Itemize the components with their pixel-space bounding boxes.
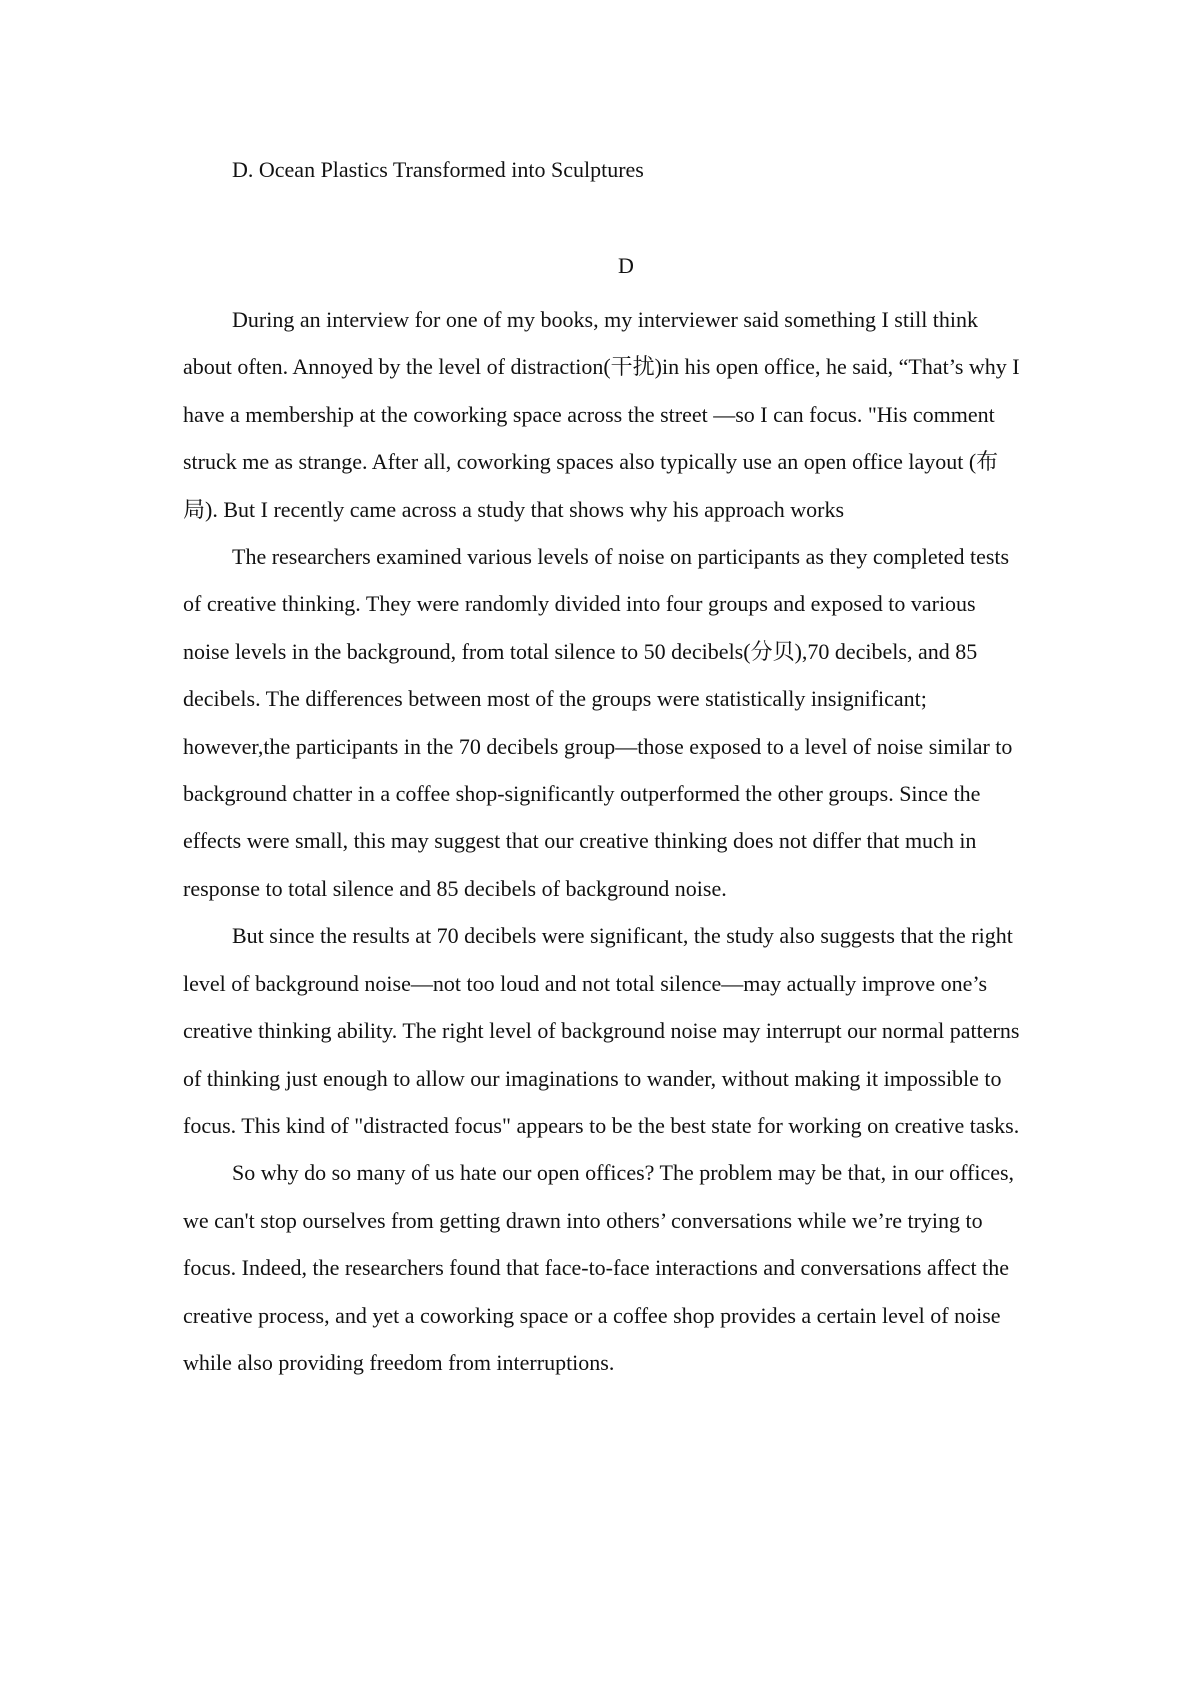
paragraph-4: So why do so many of us hate our open offices? The problem may be that, in our offices, we can't stop ourselves from getting drawn into others’ conversations while we’re trying to focus. Indeed, the researchers found that face-to-face interactions and conversations affect the creative process, and yet a coworking space or a coffee shop provides a certain level of noise while also providing freedom from interruptions.: [183, 1160, 1015, 1375]
answer-option-d: D. Ocean Plastics Transformed into Sculptures: [232, 157, 644, 182]
section-heading: D: [618, 253, 634, 278]
paragraph-2: The researchers examined various levels of noise on participants as they completed tests of creative thinking. They were randomly divided into four groups and exposed to various noise levels in the background, from total silence to 50 decibels(分贝),70 decibels, and 85 decibels. The differences between most of the groups were statistically insignificant; however,the participants in the 70 decibels group—those exposed to a level of noise similar to background chatter in a coffee shop-significantly outperformed the other groups. Since the effects were small, this may suggest that our creative thinking does not differ that much in response to total silence and 85 decibels of background noise.: [183, 544, 1013, 901]
passage-body: [183, 296, 1025, 1386]
paragraph-3: But since the results at 70 decibels were significant, the study also suggests that the right level of background noise—not too loud and not total silence—may actually improve one’s creative thinking ability. The right level of background noise may interrupt our normal patterns of thinking just enough to allow our imaginations to wander, without making it impossible to focus. This kind of "distracted focus" appears to be the best state for working on creative tasks.: [183, 923, 1020, 1138]
paragraph-1: During an interview for one of my books, my interviewer said something I still think about often. Annoyed by the level of distraction(干扰)in his open office, he said, “That’s why I have a membership at the coworking space across the street —so I can focus. "His comment struck me as strange. After all, coworking spaces also typically use an open office layout (布局). But I recently came across a study that shows why his approach works: [183, 307, 1020, 522]
